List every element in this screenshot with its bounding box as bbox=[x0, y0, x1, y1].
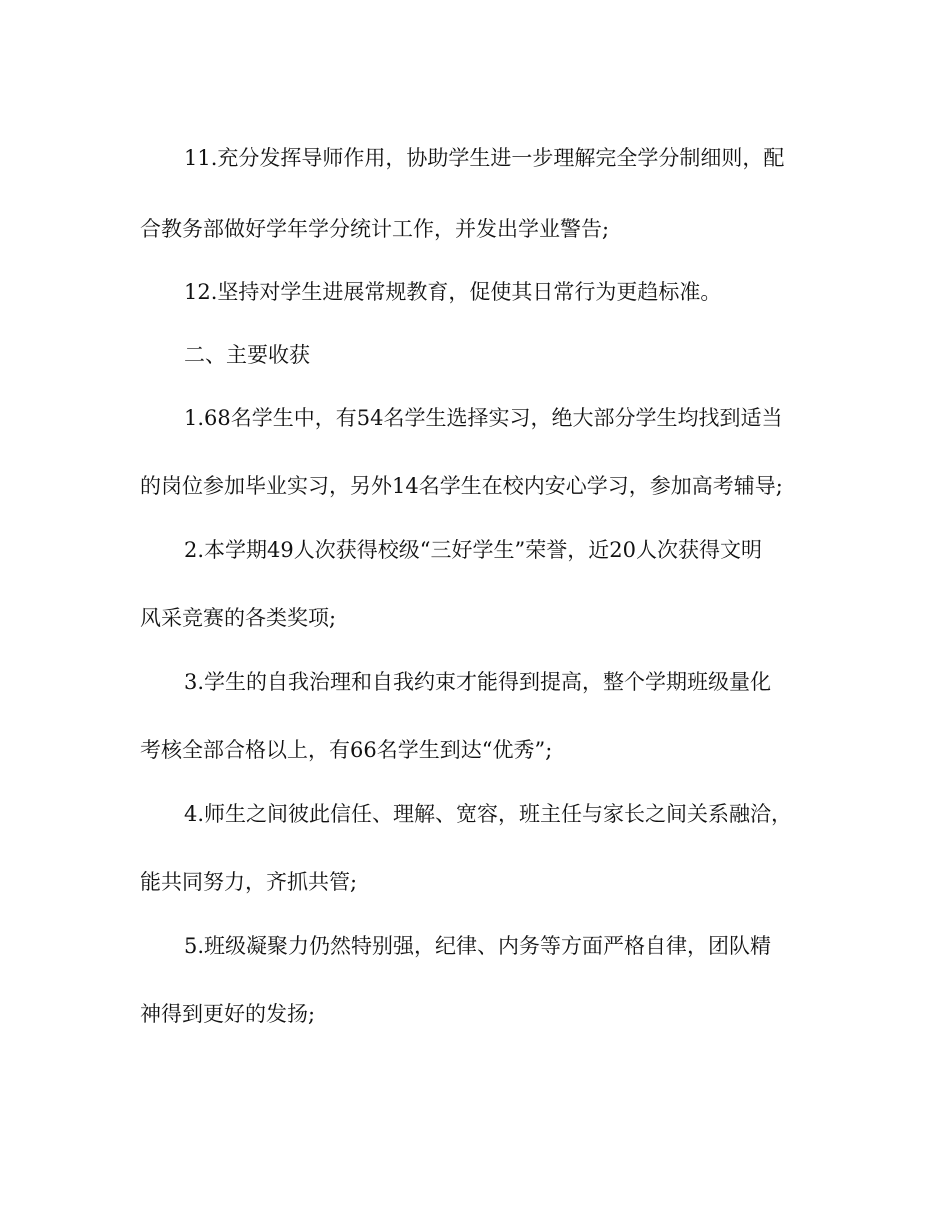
item-5-line-2: 神得到更好的发扬; bbox=[140, 1002, 316, 1026]
item-4-line-1: 4.师生之间彼此信任、理解、宽容，班主任与家长之间关系融洽， bbox=[184, 802, 793, 826]
item-3-line-1: 3.学生的自我治理和自我约束才能得到提高，整个学期班级量化 bbox=[184, 670, 772, 694]
paragraph-11-line-1: 11.充分发挥导师作用，协助学生进一步理解完全学分制细则，配 bbox=[184, 146, 785, 170]
item-5-line-1: 5.班级凝聚力仍然特别强，纪律、内务等方面严格自律，团队精 bbox=[184, 934, 772, 958]
section-heading-main-gains: 二、主要收获 bbox=[184, 343, 310, 367]
item-1-line-2: 的岗位参加毕业实习，另外14名学生在校内安心学习，参加高考辅导; bbox=[140, 474, 783, 498]
paragraph-11-line-2: 合教务部做好学年学分统计工作，并发出学业警告; bbox=[140, 217, 610, 241]
item-4-line-2: 能共同努力，齐抓共管; bbox=[140, 870, 358, 894]
item-3-line-2: 考核全部合格以上，有66名学生到达“优秀”; bbox=[140, 738, 553, 762]
paragraph-12: 12.坚持对学生进展常规教育，促使其日常行为更趋标准。 bbox=[184, 280, 722, 304]
item-2-line-1: 2.本学期49人次获得校级“三好学生”荣誉，近20人次获得文明 bbox=[184, 538, 762, 562]
item-1-line-1: 1.68名学生中，有54名学生选择实习，绝大部分学生均找到适当 bbox=[184, 406, 783, 430]
item-2-line-2: 风采竞赛的各类奖项; bbox=[140, 606, 337, 630]
